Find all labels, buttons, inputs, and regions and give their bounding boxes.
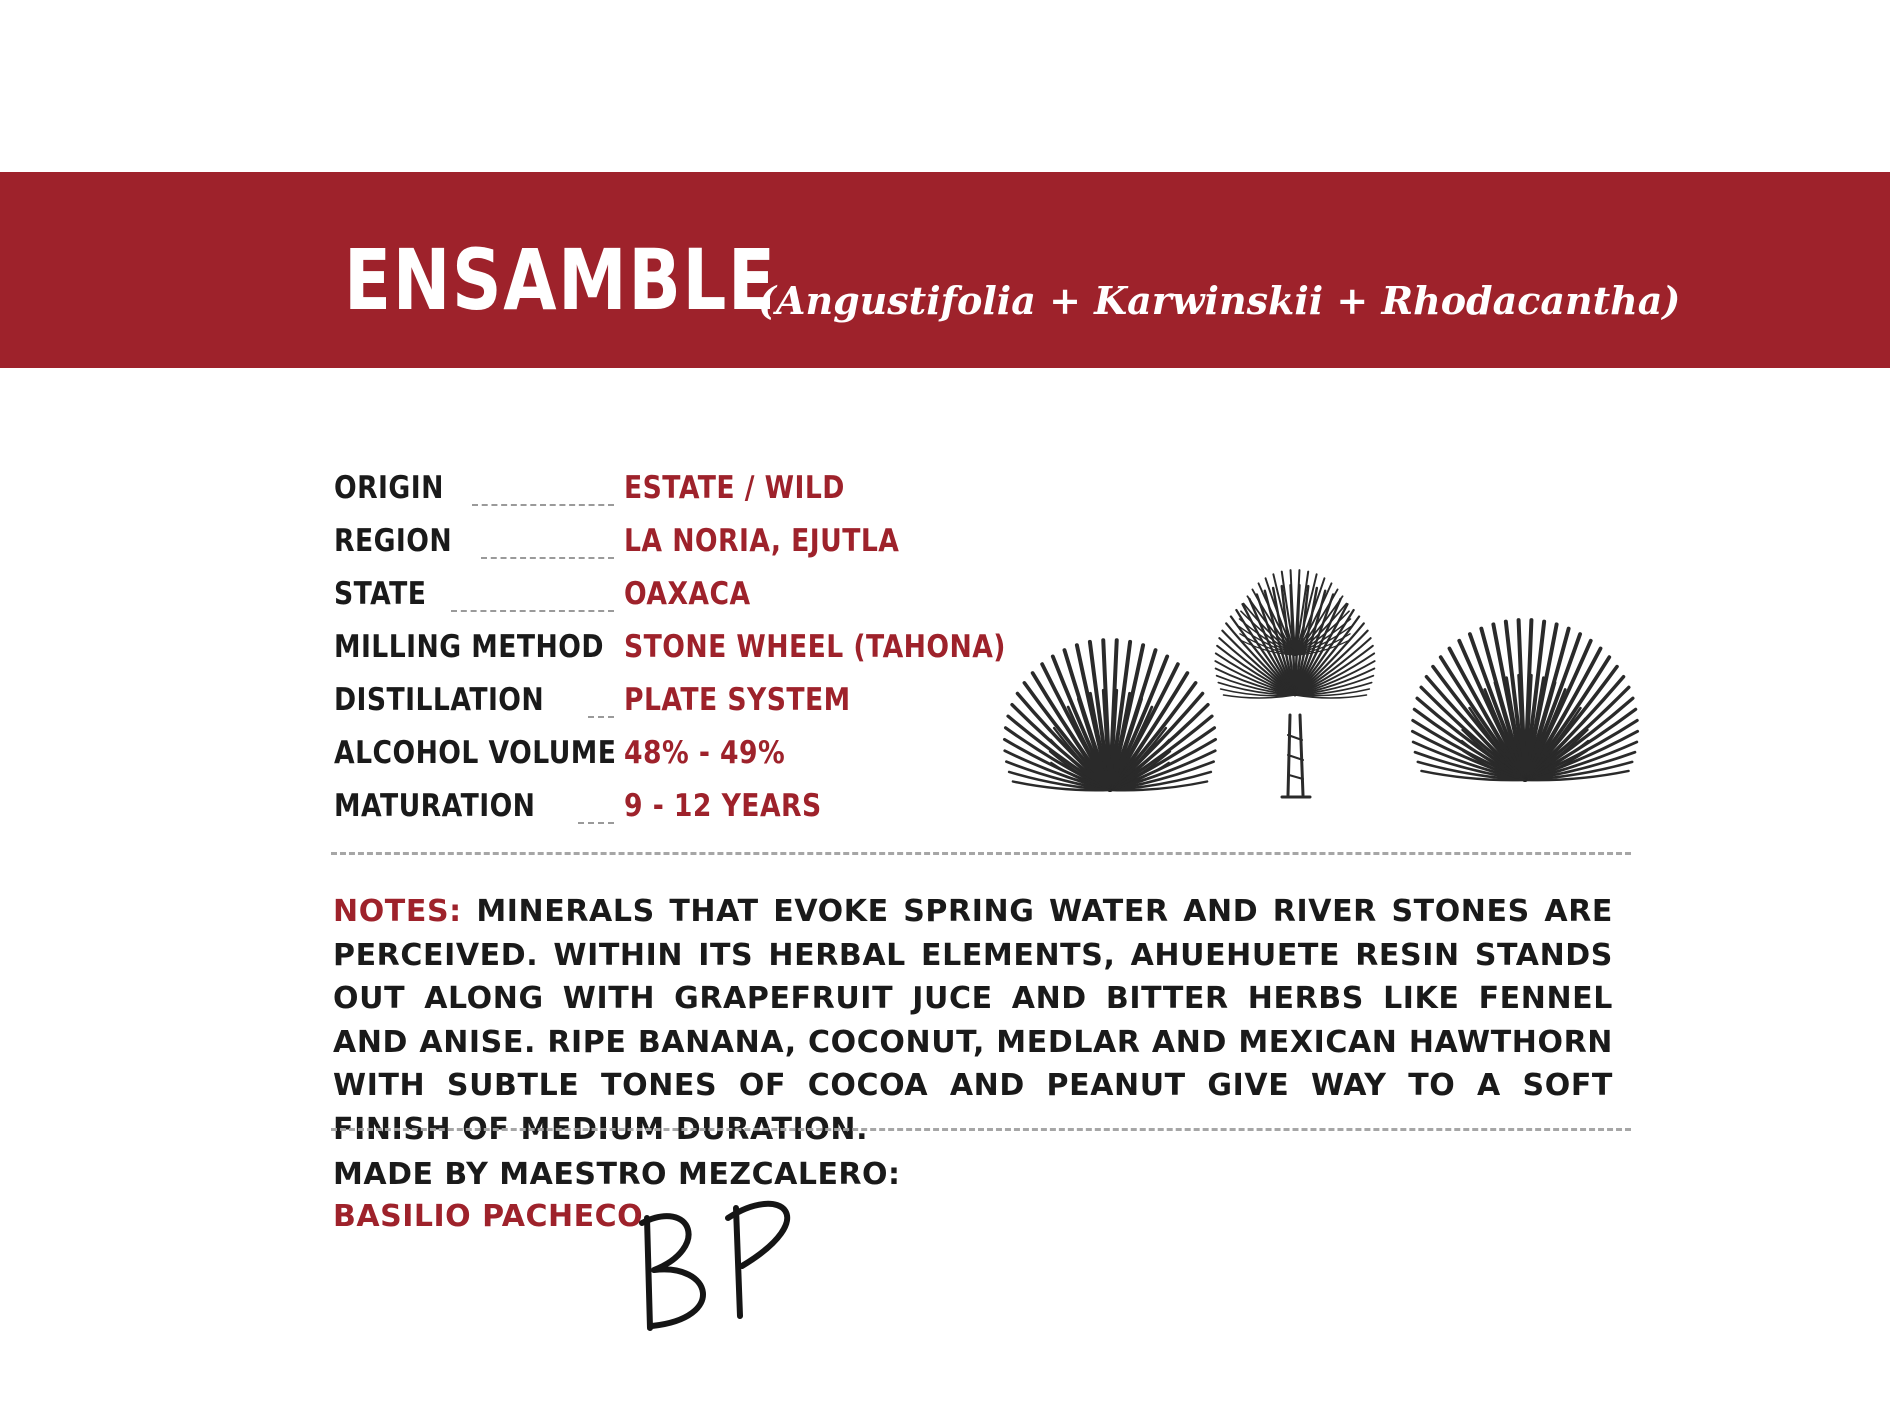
spec-row-maturation	[334, 780, 1014, 833]
section-divider	[331, 852, 1631, 855]
spec-row-region	[334, 515, 1014, 568]
maker-name: BASILIO PACHECO	[333, 1199, 644, 1234]
section-divider	[331, 1128, 1631, 1131]
spec-label: REGION	[334, 523, 453, 559]
dotted-leader	[588, 716, 614, 718]
spec-list	[334, 462, 1014, 833]
spec-row-alcohol-volume	[334, 727, 1014, 780]
spec-label: MATURATION	[334, 788, 536, 824]
maker-label: MADE BY MAESTRO MEZCALERO:	[333, 1157, 901, 1192]
spec-value: 48% - 49%	[624, 735, 786, 771]
spec-label: ALCOHOL VOLUME	[334, 735, 617, 771]
spec-value: OAXACA	[624, 576, 751, 612]
dotted-leader	[481, 557, 614, 559]
notes-text: MINERALS THAT EVOKE SPRING WATER AND RIVER STONES ARE PERCEIVED. WITHIN ITS HERBAL ELEMENTS, AHUEHUETE RESIN STANDS OUT ALONG WITH GRAPEFRUIT JUCE AND BITTER HERBS LIKE FENNEL AND ANISE. RIPE BANANA, COCONUT, MEDLAR AND MEXICAN HAWTHORN WITH SUBTLE TONES OF COCOA AND PEANUT GIVE WAY TO A SOFT FINISH OF MEDIUM DURATION.	[333, 894, 1613, 1147]
spec-label: DISTILLATION	[334, 682, 545, 718]
spec-label: MILLING METHOD	[334, 629, 604, 665]
agave-tall-icon	[1215, 570, 1374, 797]
dotted-leader	[451, 610, 614, 612]
spec-label: ORIGIN	[334, 470, 444, 506]
dotted-leader	[578, 822, 614, 824]
spec-value: PLATE SYSTEM	[624, 682, 851, 718]
spec-row-state	[334, 568, 1014, 621]
title-banner	[0, 172, 1890, 368]
spec-value: 9 - 12 YEARS	[624, 788, 822, 824]
spec-row-distillation	[334, 674, 1014, 727]
spec-label: STATE	[334, 576, 427, 612]
agave-right-icon	[1412, 620, 1637, 780]
tasting-notes	[333, 890, 1613, 1151]
spec-value: ESTATE / WILD	[624, 470, 845, 506]
spec-row-milling-method	[334, 621, 1014, 674]
agave-plants-illustration	[970, 505, 1690, 825]
agave-left-icon	[1004, 640, 1215, 790]
dotted-leader	[472, 504, 614, 506]
notes-label: NOTES:	[333, 894, 462, 929]
spec-value: STONE WHEEL (TAHONA)	[624, 629, 1006, 665]
spec-row-origin	[334, 462, 1014, 515]
signature	[632, 1178, 832, 1348]
product-subtitle: (Angustifolia + Karwinskii + Rhodacantha)	[758, 278, 1681, 323]
spec-value: LA NORIA, EJUTLA	[624, 523, 900, 559]
product-title: ENSAMBLE	[344, 231, 777, 329]
